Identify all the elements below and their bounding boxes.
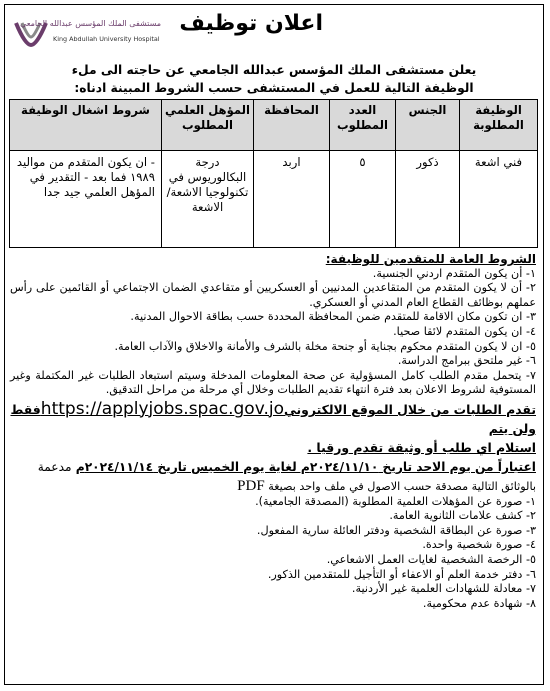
header (5, 5, 543, 57)
cell-qualification: درجة البكالوريوس في تكنولوجيا الاشعة/ الاشعة (162, 151, 254, 248)
documents-format: PDF (237, 477, 265, 494)
hospital-logo (13, 15, 163, 51)
page-title: اعلان توظيف (179, 11, 323, 36)
header-qualification: المؤهل العلمي المطلوب (162, 100, 254, 151)
intro-line-2: الوظيفة التالية للعمل في المستشفى حسب الشروط المبينة ادناه: (74, 81, 474, 95)
documents-intro-text: بالوثائق التالية مصدقة حسب الاصول في ملف واحد بصيغة (268, 479, 536, 493)
table-header-row (10, 100, 538, 151)
apply-instructions (10, 400, 536, 457)
application-dates (10, 459, 536, 475)
header-governorate: المحافظة (254, 100, 330, 151)
general-conditions-title: الشروط العامة للمتقدمين للوظيفة: (325, 252, 536, 266)
document-item: ٤- صورة شخصية واحدة. (422, 538, 536, 552)
document-item: ٣- صورة عن البطاقة الشخصية ودفتر العائلة سارية المفعول. (256, 523, 536, 537)
condition-item: ٤- ان يكون المتقدم لائقا صحيا. (393, 324, 536, 338)
apply-suffix: فقط ولن يتم (10, 401, 536, 436)
general-conditions (5, 252, 543, 611)
apply-line-2: استلام اي طلب أو وثيقة تقدم ورقيا . (307, 439, 536, 455)
logo-english-name: King Abdullah University Hospital (53, 35, 160, 43)
jobs-table (9, 99, 538, 248)
document-item: ٧- معادلة للشهادات العلمية غير الأردنية. (351, 582, 536, 596)
logo-arabic-name: مستشفى الملك المؤسس عبدالله الجامعي (20, 19, 161, 28)
apply-prefix: تقدم الطلبات من خلال الموقع الالكتروني (283, 401, 536, 417)
cell-gender: ذكور (396, 151, 460, 248)
header-gender: الجنس (396, 100, 460, 151)
document-item: ٥- الرخصة الشخصية لغايات العمل الاشعاعي. (326, 552, 536, 566)
cell-governorate: اربد (254, 151, 330, 248)
condition-item: ١- أن يكون المتقدم اردني الجنسية. (372, 266, 536, 280)
header-conditions: شروط اشغال الوظيفة (10, 100, 162, 151)
dates-suffix: مدعمة (37, 459, 72, 474)
intro (5, 61, 543, 97)
cell-job: فني اشعة (460, 151, 538, 248)
condition-item: ٣- ان تكون مكان الاقامة للمتقدم ضمن المحافظة المحددة حسب بطاقة الاحوال المدنية. (130, 310, 536, 324)
dates-text: اعتباراً من يوم الاحد تاريخ ٢٠٢٤/١١/١٠م لغاية يوم الخميس تاريخ ٢٠٢٤/١١/١٤م (75, 459, 536, 474)
condition-item: ٧- يتحمل مقدم الطلب كامل المسؤولية عن صحة المعلومات المدخلة وسيتم استبعاد الطلبات غير المكتملة وغير المستوفية لشروط الاعلان بعد فترة انتهاء تقديم الطلبات وخلال أي مرحلة من مراحل التدقيق. (10, 368, 536, 397)
header-job: الوظيفة المطلوبة (460, 100, 538, 151)
document-item: ٨- شهادة عدم محكومية. (422, 596, 536, 610)
cell-conditions: - ان يكون المتقدم من مواليد ١٩٨٩ فما بعد - التقدير في المؤهل العلمي جيد جدا (10, 151, 162, 248)
intro-line-1: يعلن مستشفى الملك المؤسس عبدالله الجامعي عن حاجته الى ملء (71, 63, 477, 77)
condition-item: ٦- غير ملتحق ببرامج الدراسة. (397, 354, 536, 368)
condition-item: ٥- ان لا يكون المتقدم محكوم بجناية أو جنحة مخلة بالشرف والأمانة والاخلاق والآداب العامة. (114, 339, 536, 353)
documents-intro (10, 479, 536, 495)
condition-item: ٢- أن لا يكون المتقدم من المتقاعدين المدنيين أو العسكريين أو متقاعدي الضمان الاجتماعي أو القائمين على رأس عملهم بوظائف القطاع العام المدني أو العسكري. (10, 281, 536, 309)
document-item: ١- صورة عن المؤهلات العلمية المطلوبة (المصدقة الجامعية). (255, 494, 536, 508)
document-item: ٢- كشف علامات الثانوية العامة. (389, 509, 536, 523)
announcement-frame (4, 4, 544, 685)
header-count: العدد المطلوب (330, 100, 396, 151)
apply-url-link[interactable]: https://applyjobs.spac.gov.jo (40, 398, 284, 419)
cell-count: ٥ (330, 151, 396, 248)
table-row (10, 151, 538, 248)
document-item: ٦- دفتر خدمة العلم أو الاعفاء أو التأجيل للمتقدمين الذكور. (267, 567, 536, 581)
